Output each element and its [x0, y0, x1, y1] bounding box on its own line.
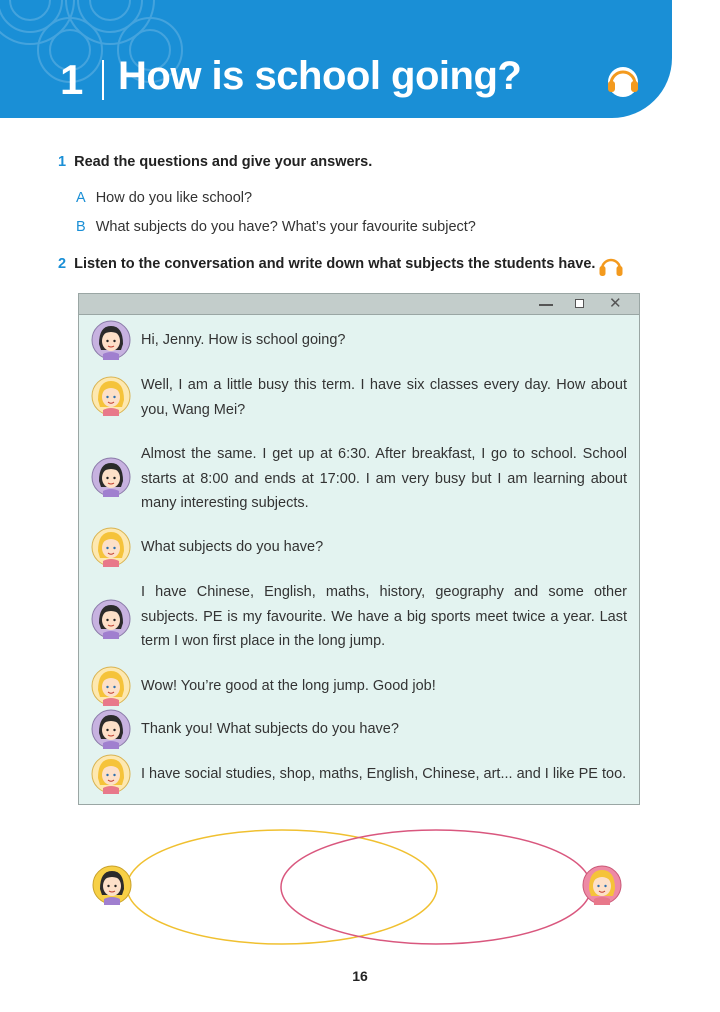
close-icon[interactable]: ✕: [609, 295, 622, 312]
wang-mei-avatar: [91, 320, 131, 360]
chat-message: I have social studies, shop, maths, English, Chinese, art... and I like PE too.: [141, 766, 627, 782]
maximize-icon[interactable]: [575, 299, 584, 308]
jenny-avatar: [91, 527, 131, 567]
venn-diagram: [86, 822, 636, 952]
question-text: What subjects do you have? What’s your favourite subject?: [95, 219, 476, 235]
wang-mei-avatar: [91, 709, 131, 749]
chat-window: [78, 293, 640, 805]
chat-message: Thank you! What subjects do you have?: [141, 721, 399, 737]
headphones-icon[interactable]: [598, 254, 624, 278]
jenny-avatar: [91, 754, 131, 794]
question-b: [76, 219, 476, 235]
exercise-2-heading: [58, 256, 595, 272]
exercise-1-heading: [58, 154, 372, 170]
chat-message: I have Chinese, English, maths, history, geography and some other subjects. PE is my favourite. We have a big sports meet twice a year. Last term I won first place in the long jump.: [141, 584, 627, 649]
jenny-avatar: [91, 376, 131, 416]
venn-left-ellipse[interactable]: [127, 830, 437, 944]
unit-title: How is school going?: [118, 54, 522, 98]
chat-message: Well, I am a little busy this term. I have six classes every day. How about you, Wang Mei?: [141, 377, 627, 418]
jenny-avatar: [91, 666, 131, 706]
headphones-icon[interactable]: [604, 64, 642, 98]
exercise-instruction: Read the questions and give your answers.: [74, 154, 373, 170]
minimize-icon[interactable]: [539, 304, 553, 306]
wang-mei-avatar: [91, 599, 131, 639]
question-a: [76, 190, 252, 206]
question-letter: B: [76, 219, 86, 235]
question-letter: A: [76, 190, 86, 206]
question-text: How do you like school?: [95, 190, 253, 206]
title-divider: [102, 60, 104, 100]
page-number: 16: [352, 968, 368, 984]
chat-message: What subjects do you have?: [141, 539, 324, 555]
wang-mei-avatar: [91, 457, 131, 497]
exercise-number: 1: [58, 154, 67, 170]
unit-header-banner: [0, 0, 672, 118]
window-titlebar: [79, 294, 639, 315]
exercise-instruction: Listen to the conversation and write down what subjects the students have.: [74, 256, 596, 272]
chat-message: Hi, Jenny. How is school going?: [141, 332, 346, 348]
unit-number: 1: [60, 56, 84, 103]
chat-message: Almost the same. I get up at 6:30. After breakfast, I go to school. School starts at 8:00 and ends at 17:00. I am very busy but I am learning about many interesting subjects.: [141, 446, 627, 511]
venn-right-ellipse[interactable]: [281, 830, 591, 944]
chat-message: Wow! You’re good at the long jump. Good job!: [141, 678, 436, 694]
jenny-avatar: [583, 866, 621, 905]
wang-mei-avatar: [93, 866, 131, 905]
exercise-number: 2: [58, 256, 67, 272]
